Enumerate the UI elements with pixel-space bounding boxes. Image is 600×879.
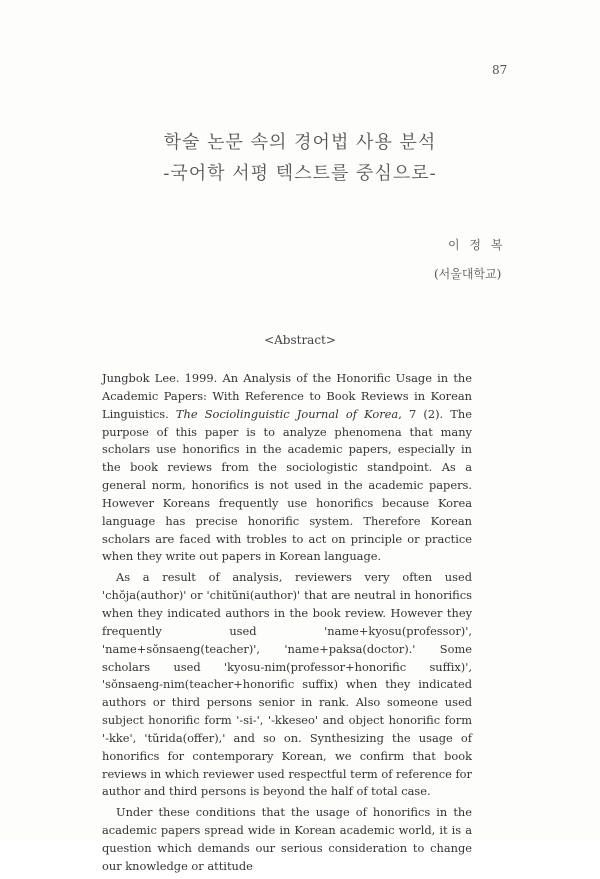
abstract-paragraph-1 xyxy=(102,370,472,566)
abstract-paragraph-3: Under these conditions that the usage of honorifics in the academic papers spread wide in Korean academic world, it is a question which demands our serious consideration to change our knowledge or attitude xyxy=(102,805,472,873)
journal-name: The Sociolinguistic Journal of Korea xyxy=(175,406,399,421)
author-name: 이 정 복 xyxy=(448,238,506,252)
abstract-body xyxy=(102,370,472,879)
citation-suffix: , 7 (2). The purpose of this paper is to analyze phenomena that many scholars use honorifics in the academic papers, especially in the book reviews from the sociologistic standpoint. As a general norm, honorifics is not used in the academic papers. However Koreans frequently use honorifics because Korea language has precise honorific system. Therefore Korean scholars are faced with trobles to act on principle or practice when they write out papers in Korean language. xyxy=(102,406,472,564)
paper-title: 학술 논문 속의 경어법 사용 분석 xyxy=(163,132,437,153)
page-number: 87 xyxy=(492,63,508,77)
abstract-heading: <Abstract> xyxy=(264,333,336,347)
citation-prefix: Jungbok Lee. 1999. An Analysis of the Honorific Usage in the Academic Papers: With Reference to Book Reviews in Korean Linguistics. xyxy=(102,371,472,421)
author-affiliation: (서울대학교) xyxy=(434,267,502,281)
paper-subtitle: -국어학 서평 텍스트를 중심으로- xyxy=(163,163,437,184)
abstract-paragraph-2: As a result of analysis, reviewers very often used 'chŏja(author)' or 'chitŭni(author)' that are neutral in honorifics when they indicated authors in the book review. However they frequently used 'name+kyosu(professor)', 'name+sŏnsaeng(teacher)', 'name+paksa(doctor).' Some scholars used 'kyosu-nim(professor+honorific suffix)', 'sŏnsaeng-nim(teacher+honorific suffix) when they indicated authors or third persons senior in rank. Also someone used subject honorific form '-si-', '-kkeseo' and object honorific form '-kke', 'tŭrida(offer),' and so on. Synthesizing the usage of honorifics for contemporary Korean, we confirm that book reviews in which reviewer used respectful term of reference for author and third persons is beyond the half of total case. xyxy=(102,570,472,799)
